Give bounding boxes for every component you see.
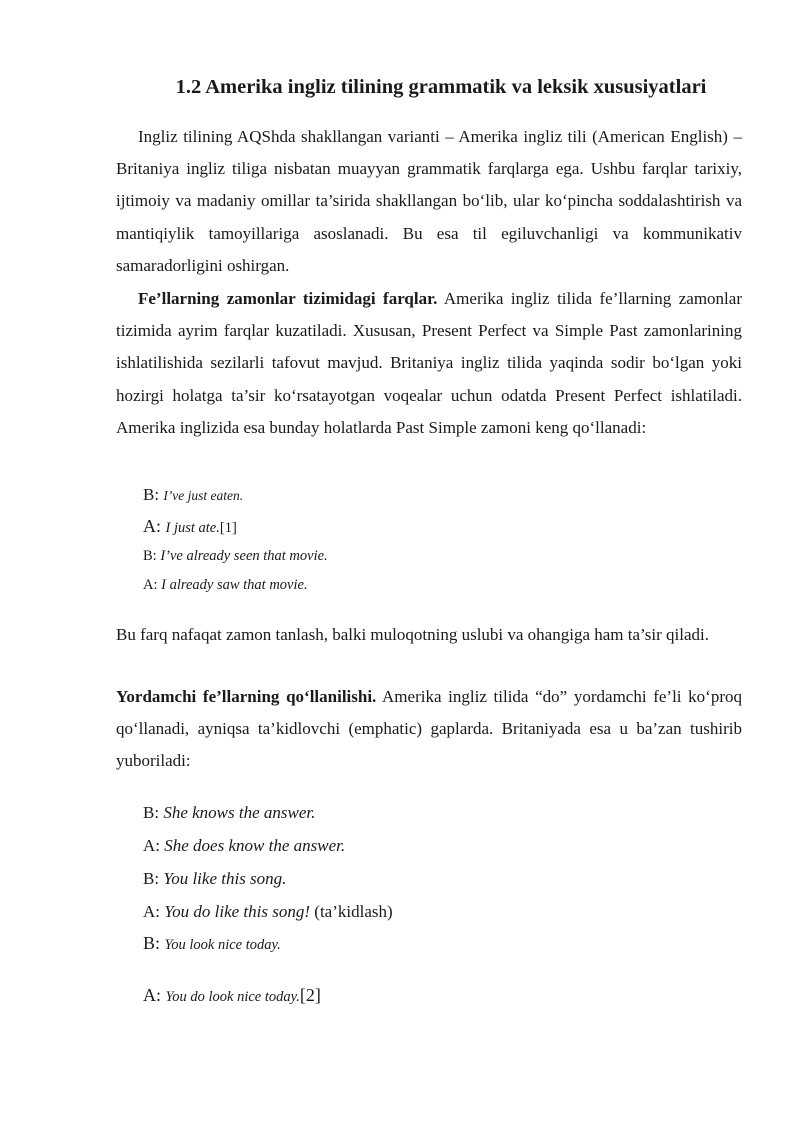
example-label: B: (143, 803, 164, 822)
example-sentence: You look nice today. (164, 937, 281, 953)
example-line (143, 985, 321, 1006)
example-sentence: I’ve already seen that movie. (160, 548, 328, 564)
intro-text: Ingliz tilining AQShda shakllangan varianti – Amerika ingliz tili (American English) – Britaniya ingliz tiliga nisbatan muayyan grammatik farqlarga ega. Ushbu farqlar tarixiy, ijtimoiy va madaniy omillar ta’sirida shakllangan bo‘lib, ular ko‘pincha soddalashtirish va mantiqiylik tamoyillariga asoslanadi. Bu esa til egiluvchanligi va kommunikativ samaradorligini oshirgan. (116, 127, 742, 275)
example-sentence: You like this song. (163, 869, 287, 888)
example-label: B: (143, 869, 164, 888)
example-line (143, 803, 315, 823)
footnote-ref: [2] (299, 985, 321, 1005)
example-sentence: I just ate. (165, 520, 220, 536)
example-sentence: I already saw that movie. (161, 577, 308, 593)
section2-paragraph (116, 681, 742, 778)
example-line (143, 902, 393, 922)
example-label: B: (143, 485, 164, 504)
example-line (143, 577, 308, 594)
example-label: B: (143, 933, 165, 953)
section1-heading: Fe’llarning zamonlar tizimidagi farqlar. (138, 289, 438, 308)
section2-heading: Yordamchi fe’llarning qo‘llanilishi. (116, 687, 377, 706)
section1-after-paragraph (116, 619, 742, 651)
example-label: A: (143, 902, 165, 921)
footnote-ref: [1] (219, 520, 237, 536)
example-line (143, 869, 286, 889)
example-line (143, 516, 237, 537)
example-line (143, 933, 281, 954)
example-line (143, 836, 345, 856)
example-label: A: (143, 985, 166, 1005)
example-note: (ta’kidlash) (310, 902, 393, 921)
example-line (143, 548, 328, 565)
section1-after-text: Bu farq nafaqat zamon tanlash, balki muloqotning uslubi va ohangiga ham ta’sir qiladi. (116, 625, 709, 644)
section2-text: Amerika ingliz tilida “do” yordamchi fe’li ko‘proq qo‘llanadi, ayniqsa ta’kidlovchi (emphatic) gaplarda. Britaniyada esa u ba’zan tushirib yuboriladi: (116, 687, 742, 771)
example-sentence: I’ve just eaten. (163, 488, 244, 503)
example-label: A: (143, 577, 162, 593)
example-label: A: (143, 836, 165, 855)
example-sentence: She does know the answer. (164, 836, 346, 855)
section-title: 1.2 Amerika ingliz tilining grammatik va leksik xususiyatlari (175, 76, 707, 98)
intro-paragraph (116, 121, 742, 282)
example-sentence: She knows the answer. (163, 803, 316, 822)
example-label: B: (143, 548, 161, 564)
section1-paragraph (116, 283, 742, 444)
example-line (143, 485, 243, 505)
example-sentence: You do like this song! (164, 902, 311, 921)
example-label: A: (143, 516, 166, 536)
example-sentence: You do look nice today. (165, 989, 300, 1005)
section1-text: Amerika ingliz tilida fe’llarning zamonlar tizimida ayrim farqlar kuzatiladi. Xususan, Present Perfect va Simple Past zamonlarining ishlatilishida sezilarli tafovut mavjud. Britaniya ingliz tilida yaqinda sodir bo‘lgan yoki hozirgi holatga ta’sir ko‘rsatayotgan voqealar uchun odatda Present Perfect ishlatiladi. Amerika inglizida esa bunday holatlarda Past Simple zamoni keng qo‘llanadi: (116, 289, 742, 437)
